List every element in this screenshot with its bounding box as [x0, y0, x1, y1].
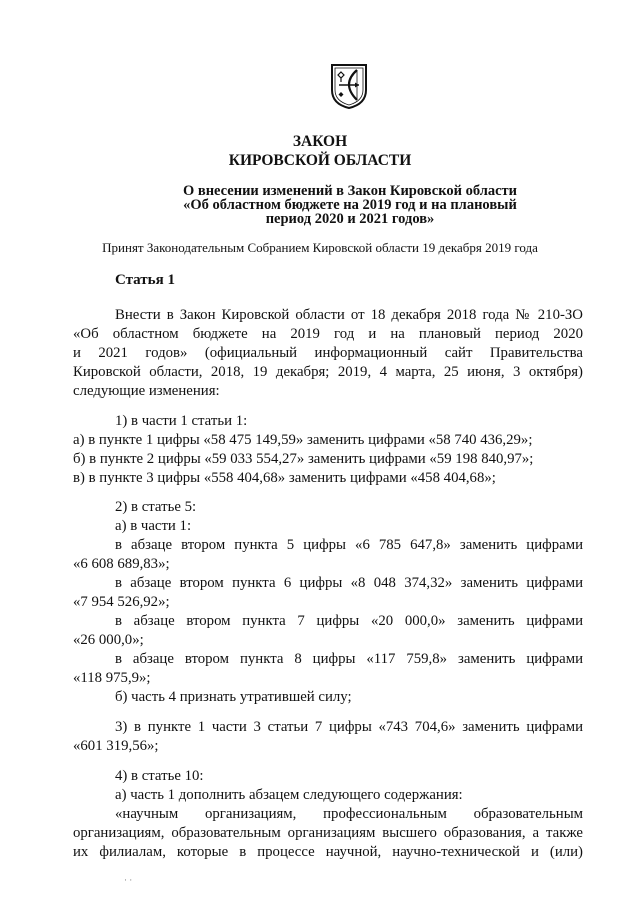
item-2-heading: 2) в статье 5:: [115, 499, 197, 515]
subtitle-line1: О внесении изменений в Закон Кировской области: [182, 183, 518, 199]
item-2-a-1-cont: «6 608 689,83»;: [73, 556, 170, 572]
item-3-line-2: «601 319,56»;: [73, 738, 159, 754]
item-2-b: б) часть 4 признать утратившей силу;: [115, 689, 352, 705]
article-heading: Статья 1: [115, 272, 175, 288]
item-4-quote-1: «научным организациям, профессиональным образовательным: [115, 806, 583, 822]
item-4-quote-3: их филиалам, которые в процессе научной, научно-технической и (или): [73, 844, 583, 860]
intro-line-3: и 2021 годов» (официальный информационный сайт Правительства: [73, 345, 583, 361]
intro-line-5: следующие изменения:: [73, 383, 220, 399]
item-2-a-3-cont: «26 000,0»;: [73, 632, 144, 648]
item-2-a-4: в абзаце втором пункта 8 цифры «117 759,8» заменить цифрами: [115, 651, 583, 667]
intro-line-4: Кировской области, 2018, 19 декабря; 2019, 4 марта, 25 июня, 3 октября): [73, 364, 583, 380]
document-title-line2: КИРОВСКОЙ ОБЛАСТИ: [228, 152, 412, 169]
intro-line-2: «Об областном бюджете на 2019 год и на плановый период 2020: [73, 326, 583, 342]
item-3-line-1: 3) в пункте 1 части 3 статьи 7 цифры «743 704,6» заменить цифрами: [115, 719, 583, 735]
intro-line-1: Внести в Закон Кировской области от 18 декабря 2018 года № 210-ЗО: [115, 307, 583, 323]
item-4-a: а) часть 1 дополнить абзацем следующего содержания:: [115, 787, 463, 803]
adoption-note: Принят Законодательным Собранием Кировской области 19 декабря 2019 года: [102, 240, 538, 255]
item-2-a: а) в части 1:: [115, 518, 192, 534]
document-title-line1: ЗАКОН: [292, 133, 348, 150]
kirov-region-coat-of-arms-icon: [329, 62, 369, 110]
item-1-a: а) в пункте 1 цифры «58 475 149,59» заменить цифрами «58 740 436,29»;: [73, 432, 533, 448]
item-1-b: б) в пункте 2 цифры «59 033 554,27» заменить цифрами «59 198 840,97»;: [73, 451, 534, 467]
item-2-a-2-cont: «7 954 526,92»;: [73, 594, 170, 610]
item-1-c: в) в пункте 3 цифры «558 404,68» заменить цифрами «458 404,68»;: [73, 470, 496, 486]
item-2-a-3: в абзаце втором пункта 7 цифры «20 000,0» заменить цифрами: [115, 613, 583, 629]
item-2-a-1: в абзаце втором пункта 5 цифры «6 785 647,8» заменить цифрами: [115, 537, 583, 553]
item-2-a-4-cont: «118 975,9»;: [73, 670, 151, 686]
item-2-a-2: в абзаце втором пункта 6 цифры «8 048 374,32» заменить цифрами: [115, 575, 583, 591]
subtitle-line3: период 2020 и 2021 годов»: [265, 211, 435, 227]
subtitle-line2: «Об областном бюджете на 2019 год и на плановый: [183, 197, 517, 213]
scan-speck: · ·: [124, 875, 133, 885]
item-1-heading: 1) в части 1 статьи 1:: [115, 413, 248, 429]
item-4-heading: 4) в статье 10:: [115, 768, 204, 784]
item-4-quote-2: организациям, образовательным организациям высшего образования, а также: [73, 825, 583, 841]
